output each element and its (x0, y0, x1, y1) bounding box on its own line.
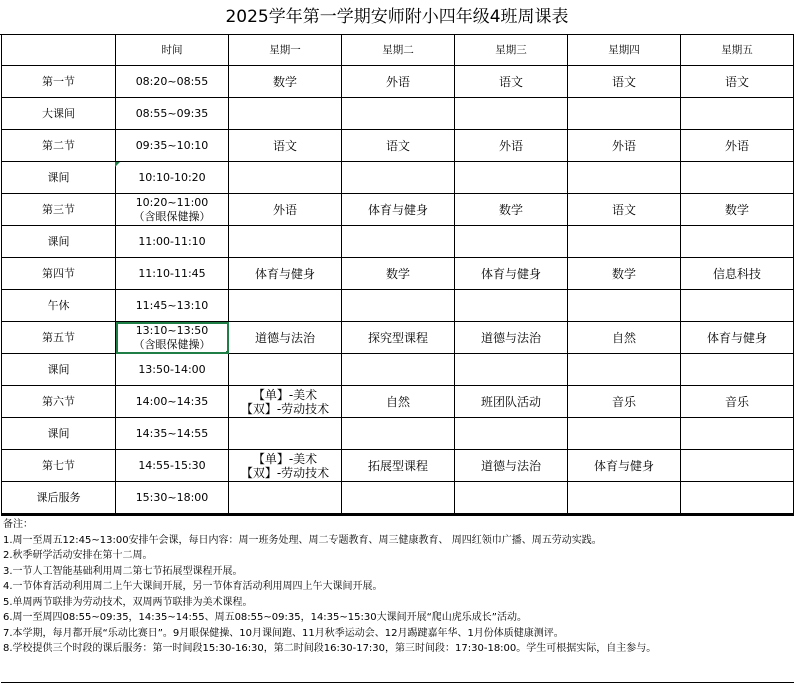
subject-cell[interactable] (455, 226, 568, 258)
subject-text: 数学 (611, 266, 636, 281)
subject-cell[interactable] (568, 322, 681, 354)
subject-cell[interactable] (342, 450, 455, 482)
subject-cell[interactable] (568, 162, 681, 194)
subject-cell[interactable] (568, 290, 681, 322)
table-row (2, 98, 794, 130)
table-row (2, 290, 794, 322)
header-cell[interactable]: 时间 (116, 35, 229, 66)
notes-section (1, 514, 794, 683)
subject-text: 语文 (498, 74, 523, 89)
note-line-7: 7.本学期，每月都开展“乐动比赛日”。9月眼保健操、10月课间跑、11月秋季运动会、12月踢踺嘉年华、1月份体质健康测评。 (3, 627, 564, 639)
header-cell[interactable]: 星期一 (229, 35, 342, 66)
period-cell[interactable]: 第一节 (2, 66, 116, 98)
time-cell[interactable] (116, 194, 229, 226)
time-text: 14:00~14:35 (135, 394, 209, 408)
subject-cell[interactable] (681, 130, 794, 162)
subject-cell[interactable] (455, 482, 568, 514)
subject-cell[interactable] (568, 354, 681, 386)
subject-cell[interactable] (229, 66, 342, 98)
table-row (2, 450, 794, 482)
subject-text: 【双】-劳动技术 (240, 401, 330, 416)
subject-text: 外语 (498, 138, 523, 153)
time-text: 11:10-11:45 (138, 266, 206, 280)
subject-cell[interactable] (229, 130, 342, 162)
period-cell[interactable]: 第四节 (2, 258, 116, 290)
subject-cell[interactable] (568, 226, 681, 258)
note-line-1: 1.周一至周五12:45~13:00安排午会课，每日内容：周一班务处理、周二专题教育、周三健康教育、 周四红领巾广播、周五劳动实践。 (3, 534, 602, 546)
subject-cell[interactable] (455, 194, 568, 226)
time-cell[interactable] (116, 450, 229, 482)
period-cell[interactable]: 午休 (2, 290, 116, 322)
period-cell[interactable]: 第七节 (2, 450, 116, 482)
subject-text: 外语 (611, 138, 636, 153)
time-text: （含眼保健操） (133, 209, 211, 223)
note-line-2: 2.秋季研学活动安排在第十二周。 (3, 550, 153, 561)
subject-text: 体育与健身 (480, 266, 541, 281)
subject-text: 体育与健身 (593, 458, 654, 473)
subject-cell[interactable] (229, 162, 342, 194)
subject-cell[interactable] (455, 130, 568, 162)
time-text: 14:55-15:30 (138, 458, 206, 472)
time-cell[interactable] (116, 226, 229, 258)
subject-text: 数学 (385, 266, 410, 281)
time-cell[interactable] (116, 258, 229, 290)
subject-cell[interactable] (342, 66, 455, 98)
subject-cell[interactable] (342, 290, 455, 322)
table-row (2, 194, 794, 226)
time-text: 13:10~13:50 (135, 323, 209, 337)
subject-cell[interactable] (342, 162, 455, 194)
subject-text: 道德与法治 (480, 330, 541, 345)
subject-cell[interactable] (455, 290, 568, 322)
time-cell[interactable] (116, 98, 229, 130)
subject-text: 自然 (385, 394, 410, 409)
subject-text: 拓展型课程 (367, 458, 428, 473)
header-cell[interactable]: 星期五 (681, 35, 794, 66)
time-cell[interactable] (116, 354, 229, 386)
subject-cell[interactable] (568, 66, 681, 98)
period-cell[interactable]: 课间 (2, 162, 116, 194)
note-line-4: 4.一节体育活动利用周二上午大课间开展，另一节体育活动利用周四上午大课间开展。 (3, 581, 383, 592)
subject-cell[interactable] (455, 418, 568, 450)
subject-text: 语文 (385, 138, 410, 153)
period-cell[interactable]: 课间 (2, 418, 116, 450)
note-line-6: 6.周一至周四08:55~09:35，14:35~14:55、周五08:55~09:35，14:35~15:30大课间开展“爬山虎乐成长”活动。 (3, 612, 527, 623)
table-row (2, 162, 794, 194)
subject-cell[interactable] (568, 386, 681, 418)
subject-cell[interactable] (229, 98, 342, 130)
header-corner-cell[interactable] (2, 35, 116, 66)
subject-text: 【单】-美术 (252, 387, 318, 402)
subject-text: 音乐 (611, 394, 636, 409)
subject-cell[interactable] (681, 418, 794, 450)
subject-text: 音乐 (724, 394, 749, 409)
subject-cell[interactable] (455, 322, 568, 354)
table-row (2, 418, 794, 450)
subject-cell[interactable] (681, 98, 794, 130)
table-row (2, 66, 794, 98)
subject-cell[interactable] (568, 130, 681, 162)
sheet-title: 2025学年第一学期安师附小四年级4班周课表 (0, 0, 794, 35)
subject-text: 体育与健身 (367, 202, 428, 217)
subject-text: 道德与法治 (254, 330, 315, 345)
note-line-8: 8.学校提供三个时段的课后服务：第一时间段15:30-16:30，第二时间段16:30-17:30，第三时间段：17:30-18:00。学生可根据实际，自主参与。 (3, 643, 657, 654)
subject-text: 外语 (385, 74, 410, 89)
subject-cell[interactable] (229, 482, 342, 514)
subject-cell[interactable] (455, 450, 568, 482)
subject-cell[interactable] (568, 450, 681, 482)
header-cell[interactable]: 星期四 (568, 35, 681, 66)
timetable-grid (1, 34, 794, 514)
subject-text: 信息科技 (712, 266, 761, 281)
subject-text: 【单】-美术 (252, 451, 318, 466)
header-cell[interactable]: 星期三 (455, 35, 568, 66)
subject-text: 【双】-劳动技术 (240, 465, 330, 480)
subject-cell[interactable] (229, 354, 342, 386)
period-cell[interactable]: 课间 (2, 226, 116, 258)
subject-text: 体育与健身 (706, 330, 767, 345)
period-cell[interactable]: 第三节 (2, 194, 116, 226)
time-text: 15:30~18:00 (135, 490, 209, 504)
period-cell[interactable]: 课间 (2, 354, 116, 386)
subject-text: 探究型课程 (367, 330, 428, 345)
subject-cell[interactable] (681, 354, 794, 386)
table-row (2, 226, 794, 258)
time-text: 14:35~14:55 (135, 426, 209, 440)
subject-cell[interactable] (681, 450, 794, 482)
time-text: 10:10-10:20 (138, 170, 206, 184)
subject-cell[interactable] (681, 290, 794, 322)
table-row (2, 482, 794, 514)
subject-cell[interactable] (229, 418, 342, 450)
time-text: 10:20~11:00 (135, 195, 209, 209)
period-cell[interactable]: 第五节 (2, 322, 116, 354)
subject-cell[interactable] (342, 418, 455, 450)
subject-cell[interactable] (229, 194, 342, 226)
table-row (2, 354, 794, 386)
subject-cell[interactable] (681, 66, 794, 98)
time-cell[interactable] (116, 482, 229, 514)
subject-cell[interactable] (568, 258, 681, 290)
note-line-3: 3.一节人工智能基础利用周二第七节拓展型课程开展。 (3, 565, 243, 577)
subject-text: 自然 (611, 330, 636, 345)
subject-cell[interactable] (455, 66, 568, 98)
period-cell[interactable]: 课后服务 (2, 482, 116, 514)
time-text: 13:50-14:00 (138, 362, 206, 376)
time-cell[interactable] (116, 162, 229, 194)
table-row (2, 258, 794, 290)
subject-cell[interactable] (229, 290, 342, 322)
subject-cell[interactable] (455, 162, 568, 194)
subject-cell[interactable] (681, 162, 794, 194)
subject-cell[interactable] (681, 226, 794, 258)
subject-text: 外语 (272, 202, 297, 217)
subject-text: 语文 (272, 138, 297, 153)
subject-cell[interactable] (568, 194, 681, 226)
table-row (2, 322, 794, 354)
period-cell[interactable]: 第二节 (2, 130, 116, 162)
subject-text: 语文 (724, 74, 749, 89)
time-cell[interactable] (116, 386, 229, 418)
time-cell[interactable] (116, 322, 229, 354)
subject-cell[interactable] (342, 482, 455, 514)
header-row (2, 35, 794, 66)
subject-cell[interactable] (455, 386, 568, 418)
subject-cell[interactable] (568, 98, 681, 130)
subject-cell[interactable] (342, 386, 455, 418)
subject-text: 数学 (498, 202, 523, 217)
subject-cell[interactable] (568, 482, 681, 514)
subject-cell[interactable] (342, 226, 455, 258)
subject-cell[interactable] (229, 386, 342, 418)
period-cell[interactable]: 第六节 (2, 386, 116, 418)
notes-title: 备注： (3, 519, 33, 530)
time-text: 11:00-11:10 (138, 234, 206, 248)
subject-cell[interactable] (229, 450, 342, 482)
subject-cell[interactable] (455, 354, 568, 386)
subject-cell[interactable] (229, 322, 342, 354)
subject-cell[interactable] (342, 98, 455, 130)
cell-comment-marker (115, 162, 120, 167)
period-cell[interactable]: 大课间 (2, 98, 116, 130)
time-text: 09:35~10:10 (135, 138, 209, 152)
time-text: 08:55~09:35 (135, 106, 209, 120)
header-cell[interactable]: 星期二 (342, 35, 455, 66)
subject-cell[interactable] (342, 354, 455, 386)
time-text: 11:45~13:10 (135, 298, 209, 312)
subject-cell[interactable] (455, 258, 568, 290)
subject-cell[interactable] (681, 386, 794, 418)
subject-cell[interactable] (681, 258, 794, 290)
subject-cell[interactable] (342, 322, 455, 354)
subject-text: 数学 (724, 202, 749, 217)
time-cell[interactable] (116, 130, 229, 162)
subject-cell[interactable] (342, 258, 455, 290)
subject-text: 班团队活动 (480, 394, 541, 409)
time-cell[interactable] (116, 290, 229, 322)
subject-cell[interactable] (229, 258, 342, 290)
subject-cell[interactable] (229, 226, 342, 258)
subject-cell[interactable] (681, 482, 794, 514)
table-row (2, 386, 794, 418)
time-cell[interactable] (116, 418, 229, 450)
subject-text: 外语 (724, 138, 749, 153)
subject-cell[interactable] (681, 194, 794, 226)
table-row (2, 130, 794, 162)
time-cell[interactable] (116, 66, 229, 98)
subject-cell[interactable] (455, 98, 568, 130)
time-text: 08:20~08:55 (135, 74, 209, 88)
note-line-5: 5.单周两节联排为劳动技术，双周两节联排为美术课程。 (3, 596, 253, 608)
subject-cell[interactable] (342, 194, 455, 226)
subject-text: 道德与法治 (480, 458, 541, 473)
subject-text: 数学 (272, 74, 297, 89)
time-text: （含眼保健操） (133, 337, 211, 351)
subject-text: 语文 (611, 202, 636, 217)
subject-cell[interactable] (681, 322, 794, 354)
subject-cell[interactable] (568, 418, 681, 450)
subject-text: 语文 (611, 74, 636, 89)
subject-cell[interactable] (342, 130, 455, 162)
subject-text: 体育与健身 (254, 266, 315, 281)
